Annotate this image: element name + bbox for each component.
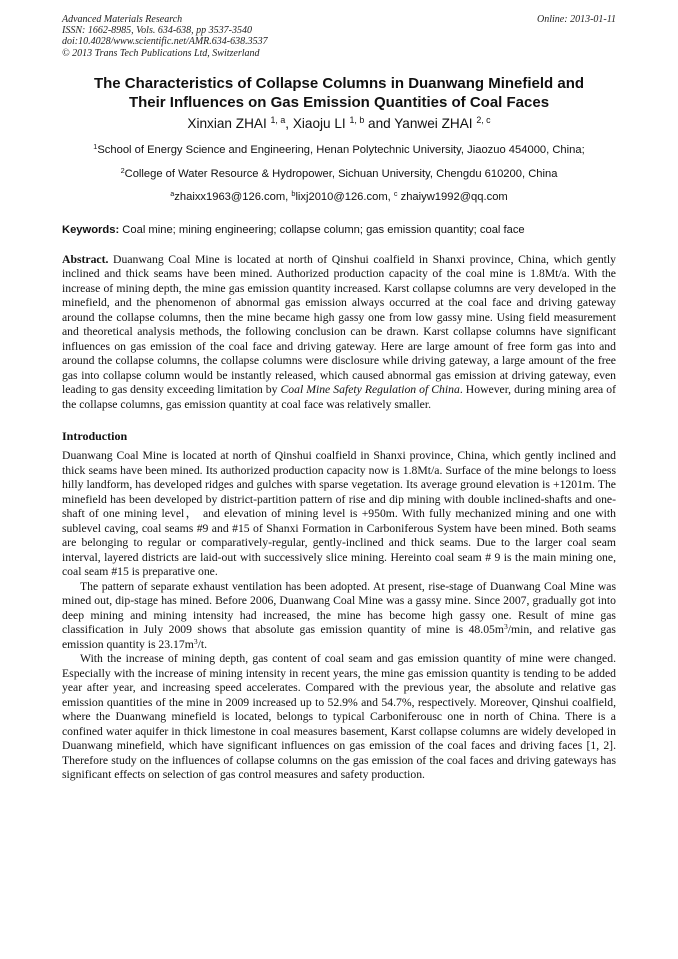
intro-p2-text-a: The pattern of separate exhaust ventilation has been adopted. At present, rise-stage of Duanwang Coal Mine was mined out, dip-stage has mined. Before 2006, Duanwang Coal Mine was a gassy mine. Since 2007, gradually got into deep mining and mining intensity had increased, the mine has become high gassy one. Result of mine gas classification in July 2009 shows that absolute gas emission quantity of mine is 48.05m [62, 579, 616, 637]
affiliation-1-marker: 1 [93, 141, 98, 151]
email-c-marker: c [393, 188, 398, 198]
keywords-text: Coal mine; mining engineering; collapse column; gas emission quantity; coal face [119, 223, 525, 236]
abstract-label: Abstract. [62, 252, 109, 266]
email-a-marker: a [170, 188, 175, 198]
abstract-text-1: Duanwang Coal Mine is located at north of Qinshui coalfield in Shanxi province, China, which gently inclined and thick seams have been mined. Authorized production capacity of the coal mine is 1.8Mt/a. With the increase of mining depth, the mine gas emission quantity increased. Karst collapse columns are very developed in the minefield, and the phenomenon of abnormal gas emission always occurred at the coal face and driving gateway around the collapse columns, then the mine became high gassy one from low gassy mine. Using field measurement and theoretical analysis methods, the following conclusion can be drawn. Karst collapse columns have significant influences on gas emission of the coal face and driving gateway. Here are large amount of free form gas into and around the collapse columns, the collapse columns were disclosure while driving gateway, a large amount of the free gas into collapse column would be instantly released, which caused abnormal gas emission at driving gateway, even leading to gas density exceeding limitation by [62, 252, 616, 397]
affiliation-2-marker: 2 [120, 165, 125, 175]
journal-header [62, 14, 616, 59]
author-3-affil: 2, c [476, 114, 491, 125]
email-list [62, 190, 616, 204]
intro-paragraph-1: Duanwang Coal Mine is located at north of Qinshui coalfield in Shanxi province, China, which gently inclined and thick seams have been mined. Its authorized production capacity now is 1.8Mt/a. Surface of the mine belongs to loess hilly landform, has developed ridges and gulches with sparse vegetation. Its average ground elevation is +1201m. The minefield has been developed by district-partition pattern of rise and dip mining with double inclined-shafts and one-shaft of one mining level， and elevation of mining level is +950m. With fully mechanized mining and one with sublevel caving, coal seams #9 and #15 of Shanxi Formation in Carboniferous System have been mined. Both seams are belonging to regular or comparatively-regular, gently-inclined and thick seams. Due to the larger coal seam interval, layered districts are laid-out with successively slice mining. Hereinto coal seam # 9 is the main mining one, coal seam #15 is preparative one. [62, 449, 616, 579]
keywords-label: Keywords: [62, 223, 120, 236]
author-1-affil: 1, a [270, 114, 286, 125]
intro-p2-text-c: /t. [197, 637, 208, 651]
email-b[interactable]: lixj2010@126.com, [295, 190, 394, 203]
keywords [62, 223, 616, 237]
author-2: Xiaoju LI [292, 115, 346, 131]
intro-paragraph-2 [62, 580, 616, 653]
email-c[interactable]: zhaiyw1992@qq.com [397, 190, 508, 203]
author-2-affil: 1, b [349, 114, 365, 125]
affiliation-2-text: College of Water Resource & Hydropower, Sichuan University, Chengdu 610200, China [124, 167, 558, 180]
intro-p2-text-b: /min, and relative gas emission quantity is 23.17m [62, 623, 616, 651]
author-separator: , [285, 115, 293, 131]
affiliation-1-text: School of Energy Science and Engineering, Henan Polytechnic University, Jiaozuo 454000, China; [97, 143, 585, 156]
doi-line: doi:10.4028/www.scientific.net/AMR.634-638.3537 [62, 36, 268, 48]
issn-line: ISSN: 1662-8985, Vols. 634-638, pp 3537-3540 [62, 25, 252, 37]
author-3: Yanwei ZHAI [394, 115, 473, 131]
author-separator: and [364, 115, 395, 131]
title-line-1: The Characteristics of Collapse Columns in Duanwang Minefield and [93, 74, 585, 92]
unit-superscript: 3 [193, 636, 198, 646]
author-1: Xinxian ZHAI [187, 115, 267, 131]
intro-paragraph-3: With the increase of mining depth, gas content of coal seam and gas emission quantity of mine were changed. Especially with the increase of mining intensity in recent years, the mine gas emission quantity is tending to be added year after year, and increasing speed accelerates. Compared with the previous year, the absolute and relative gas emission quantities of the mine in 2009 increased up to 52.9% and 54.7%, respectively. Moreover, Qinshui coalfield, where the Duanwang minefield is located, belongs to typical Carboniferousc one in north of China. There is a confined water aquifer in thick limestone in coal measures basement, Karst collapse columns are widely developed in Duanwang minefield, which have significant influences on gas emission of the coal faces and driving faces [1, 2]. Therefore study on the influences of collapse columns on the gas emission of the coal faces and driving gateways has significant effects on selection of gas control measures and safety production. [62, 652, 616, 782]
section-heading-introduction: Introduction [62, 429, 128, 444]
unit-superscript: 3 [503, 622, 508, 632]
affiliation-2 [62, 167, 616, 181]
paper-title [62, 74, 616, 112]
title-line-2: Their Influences on Gas Emission Quantities of Coal Faces [128, 93, 550, 111]
email-a[interactable]: zhaixx1963@126.com, [174, 190, 292, 203]
copyright-line: © 2013 Trans Tech Publications Ltd, Switzerland [62, 47, 260, 59]
journal-name: Advanced Materials Research [62, 14, 183, 25]
affiliation-1 [62, 143, 616, 157]
abstract [62, 253, 616, 413]
online-date: Online: 2013-01-11 [537, 14, 616, 25]
email-b-marker: b [291, 188, 296, 198]
author-list [62, 115, 616, 133]
abstract-text-2: . However, during mining area of the collapse columns, gas emission quantity at coal face was relatively smaller. [62, 383, 616, 411]
abstract-citation-italic: Coal Mine Safety Regulation of China [280, 383, 460, 397]
